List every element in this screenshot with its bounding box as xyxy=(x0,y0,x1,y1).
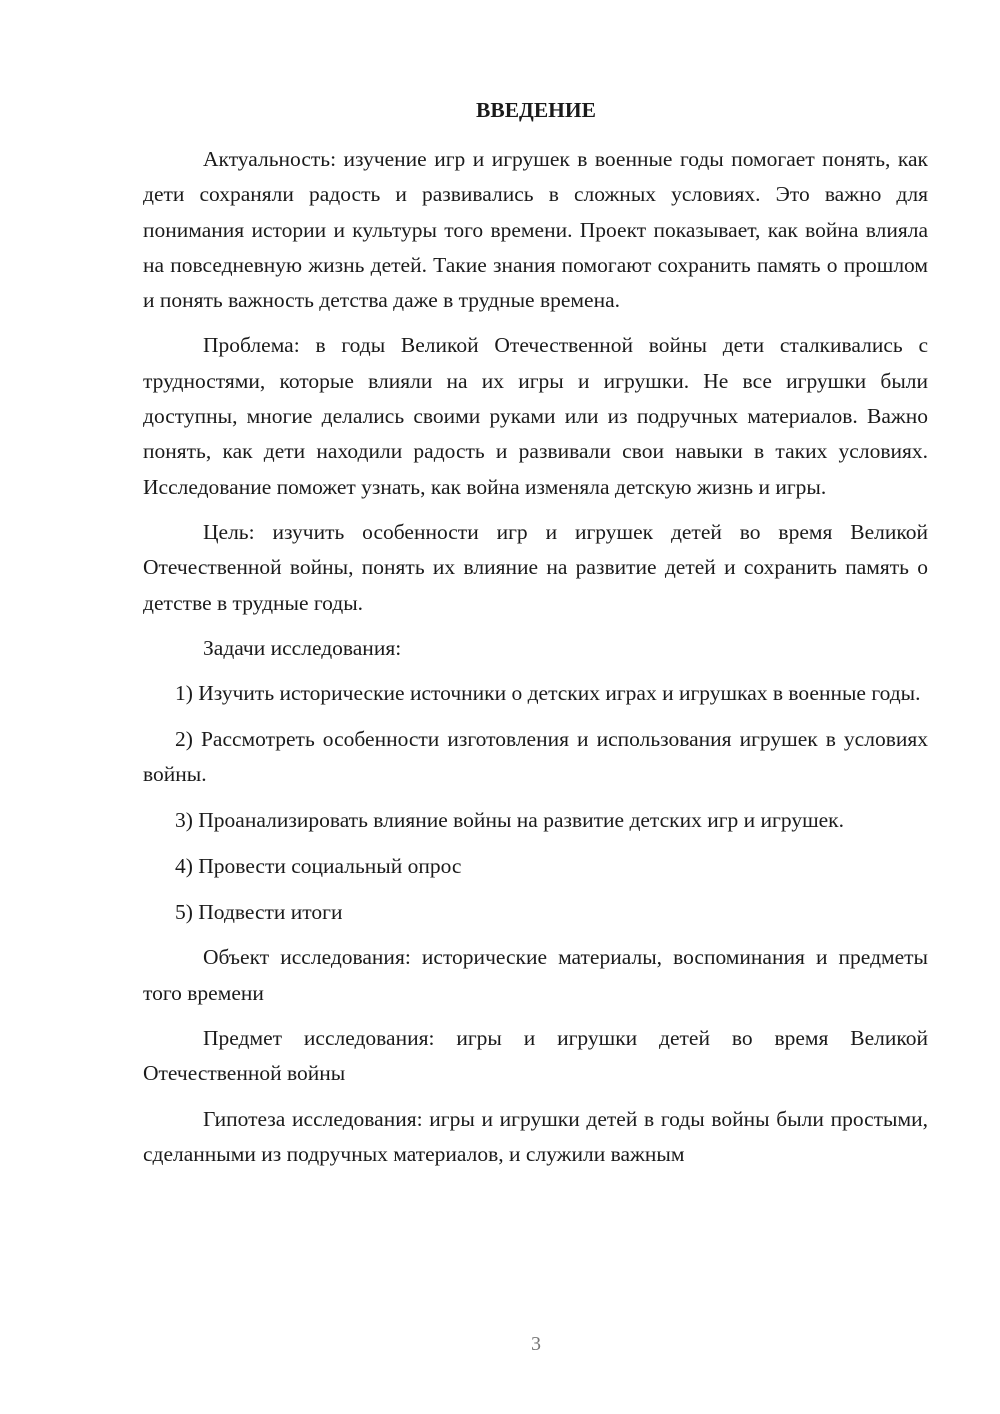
task-item: 2) Рассмотреть особенности изготовления и использования игрушек в условиях войны. xyxy=(143,726,928,787)
paragraph-hypothesis: Гипотеза исследования: игры и игрушки детей в годы войны были простыми, сделанными из подручных материалов, и служили важным xyxy=(143,1106,928,1166)
paragraph-relevance: Актуальность: изучение игр и игрушек в военные годы помогает понять, как дети сохраняли радость и развивались в сложных условиях. Это важно для понимания истории и культуры того времени. Проект показывает, как война влияла на повседневную жизнь детей. Такие знания помогают сохранить память о прошлом и понять важность детства даже в трудные времена. xyxy=(143,147,928,313)
paragraph-problem: Проблема: в годы Великой Отечественной войны дети сталкивались с трудностями, которые влияли на их игры и игрушки. Не все игрушки были доступны, многие делались своими руками или из подручных материалов. Важно понять, как дети находили радость и развивали свои навыки в таких условиях. Исследование поможет узнать, как война изменяла детскую жизнь и игры. xyxy=(143,333,928,499)
paragraph-subject: Предмет исследования: игры и игрушки детей во время Великой Отечественной войны xyxy=(143,1026,928,1086)
task-item: 1) Изучить исторические источники о детских играх и игрушках в военные годы. xyxy=(175,681,921,706)
section-title: ВВЕДЕНИЕ xyxy=(476,98,596,122)
tasks-heading: Задачи исследования: xyxy=(203,635,402,660)
paragraph-object: Объект исследования: исторические материалы, воспоминания и предметы того времени xyxy=(143,945,928,1005)
task-item: 5) Подвести итоги xyxy=(175,899,343,924)
document-body xyxy=(143,142,928,1182)
task-item: 4) Провести социальный опрос xyxy=(175,853,462,878)
page-number: 3 xyxy=(531,1333,541,1355)
paragraph-goal: Цель: изучить особенности игр и игрушек детей во время Великой Отечественной войны, понять их влияние на развитие детей и сохранить память о детстве в трудные годы. xyxy=(143,519,928,615)
task-item: 3) Проанализировать влияние войны на развитие детских игр и игрушек. xyxy=(175,808,844,833)
